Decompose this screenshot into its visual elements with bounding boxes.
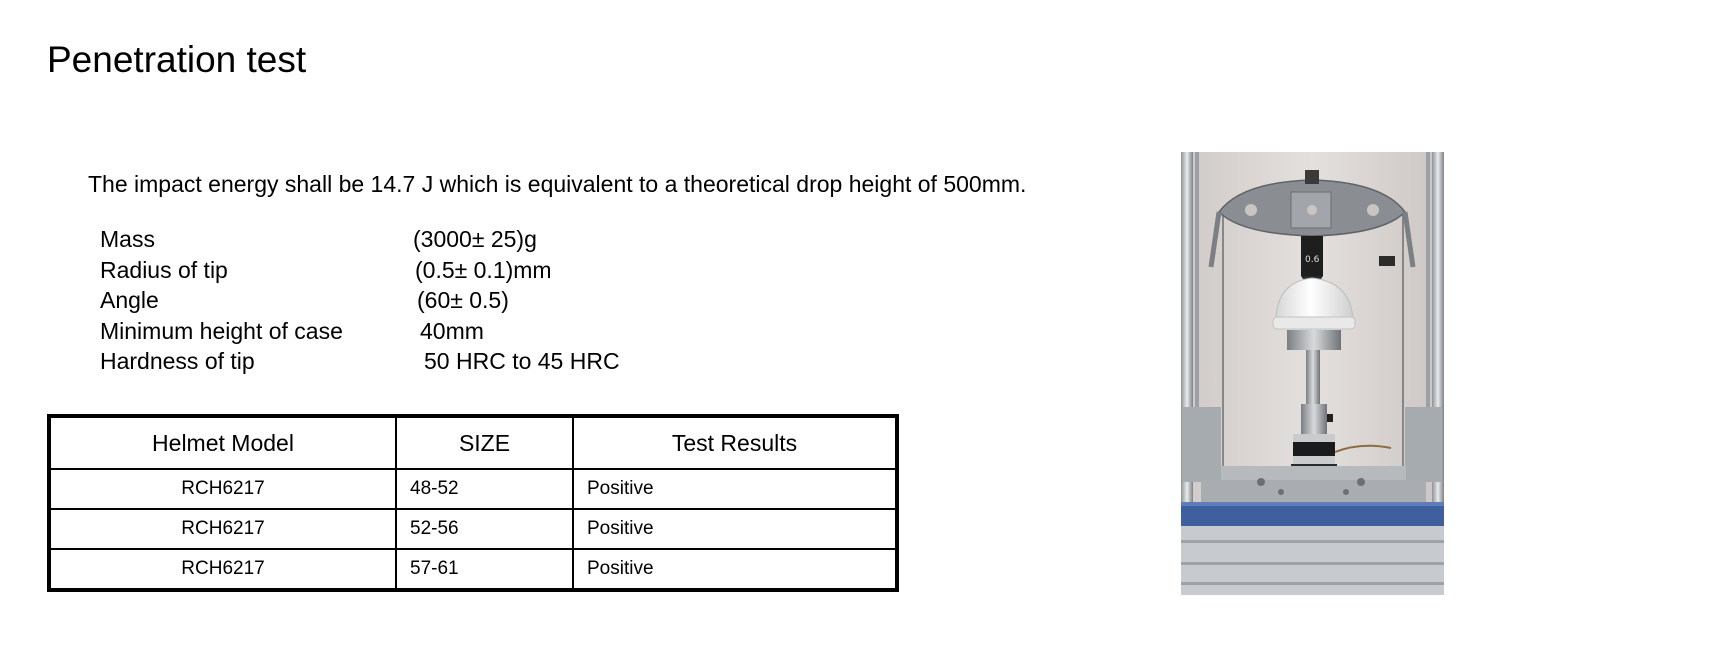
column-header-test-results: Test Results	[573, 416, 897, 469]
cell-model: RCH6217	[49, 469, 396, 509]
table-row	[49, 509, 897, 549]
spec-value: (0.5± 0.1)mm	[415, 256, 552, 283]
cell-size: 57-61	[396, 549, 573, 590]
spec-label: Radius of tip	[100, 256, 228, 283]
intro-text: The impact energy shall be 14.7 J which is equivalent to a theoretical drop height of 500mm.	[88, 171, 1027, 197]
spec-value: (60± 0.5)	[417, 287, 509, 313]
cell-result: Positive	[573, 469, 897, 509]
spec-value: (3000± 25)g	[413, 226, 537, 252]
column-header-helmet-model: Helmet Model	[49, 416, 396, 469]
tip-marking: 0.6	[1305, 255, 1320, 265]
spec-label: Angle	[100, 287, 159, 313]
cell-model: RCH6217	[49, 509, 396, 549]
cell-size: 52-56	[396, 509, 573, 549]
cell-size: 48-52	[396, 469, 573, 509]
table-row	[49, 549, 897, 590]
column-header-size: SIZE	[396, 416, 573, 469]
cell-model: RCH6217	[49, 549, 396, 590]
spec-value: 40mm	[420, 317, 484, 344]
cell-result: Positive	[573, 509, 897, 549]
cell-result: Positive	[573, 549, 897, 590]
spec-label: Minimum height of case	[100, 317, 343, 344]
results-table	[47, 414, 899, 592]
spec-label: Mass	[100, 226, 155, 252]
spec-value: 50 HRC to 45 HRC	[424, 348, 620, 374]
spec-label: Hardness of tip	[100, 348, 255, 374]
penetration-rig-image	[1181, 152, 1444, 595]
page-title: Penetration test	[47, 39, 307, 80]
table-header-row	[49, 416, 897, 469]
table-row	[49, 469, 897, 509]
test-apparatus-photo	[1181, 152, 1444, 595]
